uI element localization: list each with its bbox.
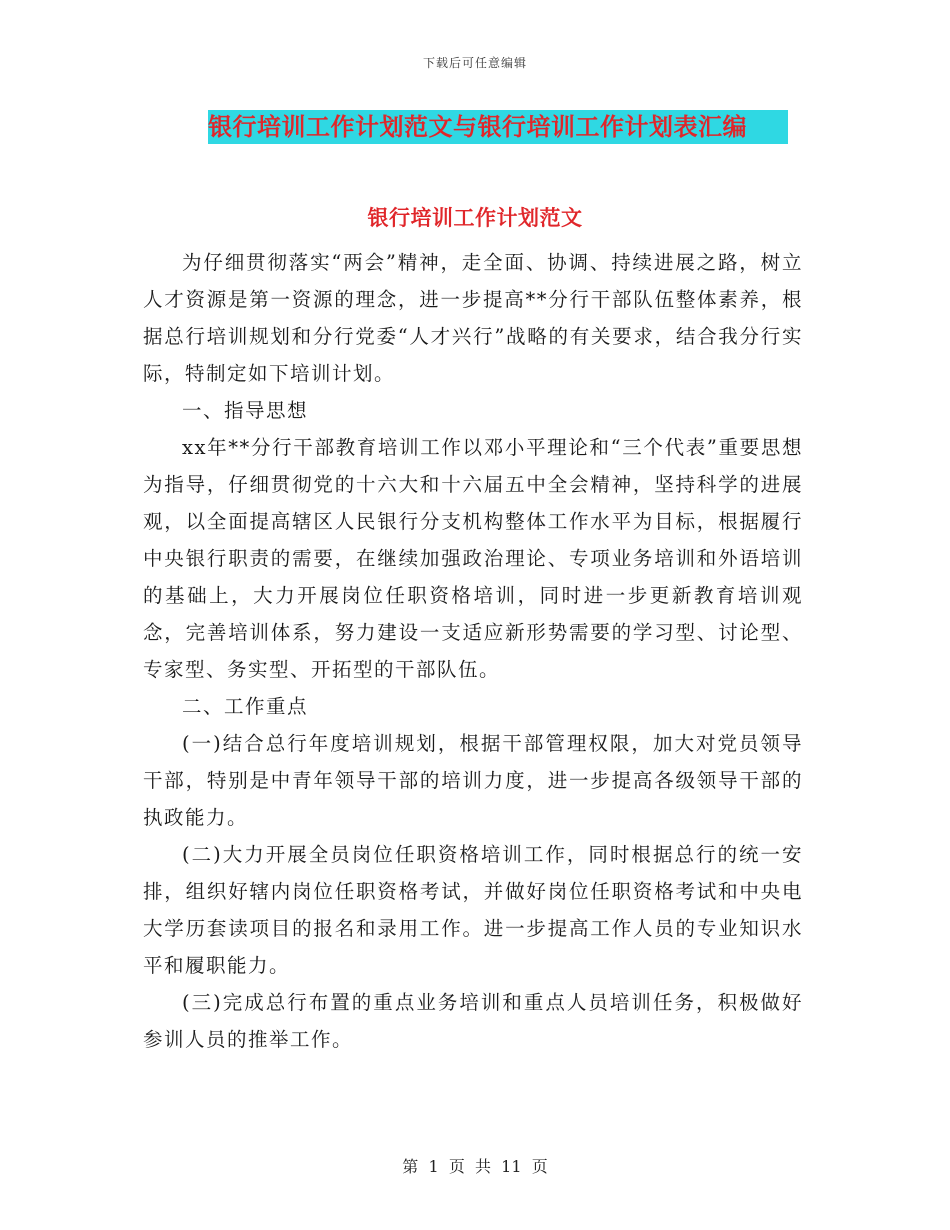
document-main-title: 银行培训工作计划范文与银行培训工作计划表汇编: [208, 110, 788, 144]
paragraph-focus-item-1: (一)结合总行年度培训规划，根据干部管理权限，加大对党员领导干部，特别是中青年领导干部的培训力度，进一步提高各级领导干部的执政能力。: [143, 732, 803, 829]
paragraph-intro: 为仔细贯彻落实“两会”精神，走全面、协调、持续进展之路，树立人才资源是第一资源的理念，进一步提高**分行干部队伍整体素养，根据总行培训规划和分行党委“人才兴行”战略的有关要求，结合我分行实际，特制定如下培训计划。: [143, 251, 803, 385]
document-body: [143, 244, 803, 1058]
section-heading-work-focus: 二、工作重点: [182, 695, 309, 718]
document-sub-title: 银行培训工作计划范文: [367, 205, 583, 230]
page-number-footer: 第 1 页 共 11 页: [402, 1157, 548, 1176]
paragraph-guiding-ideology: xx年**分行干部教育培训工作以邓小平理论和“三个代表”重要思想为指导，仔细贯彻党的十六大和十六届五中全会精神，坚持科学的进展观，以全面提高辖区人民银行分支机构整体工作水平为目标，根据履行中央银行职责的需要，在继续加强政治理论、专项业务培训和外语培训的基础上，大力开展岗位任职资格培训，同时进一步更新教育培训观念，完善培训体系，努力建设一支适应新形势需要的学习型、讨论型、专家型、务实型、开拓型的干部队伍。: [143, 436, 803, 681]
header-note: 下载后可任意编辑: [422, 56, 527, 70]
paragraph-focus-item-2: (二)大力开展全员岗位任职资格培训工作，同时根据总行的统一安排，组织好辖内岗位任职资格考试，并做好岗位任职资格考试和中央电大学历套读项目的报名和录用工作。进一步提高工作人员的专业知识水平和履职能力。: [143, 843, 803, 977]
section-heading-guiding-ideology: 一、指导思想: [182, 399, 309, 422]
paragraph-focus-item-3: (三)完成总行布置的重点业务培训和重点人员培训任务，积极做好参训人员的推举工作。: [143, 991, 803, 1051]
